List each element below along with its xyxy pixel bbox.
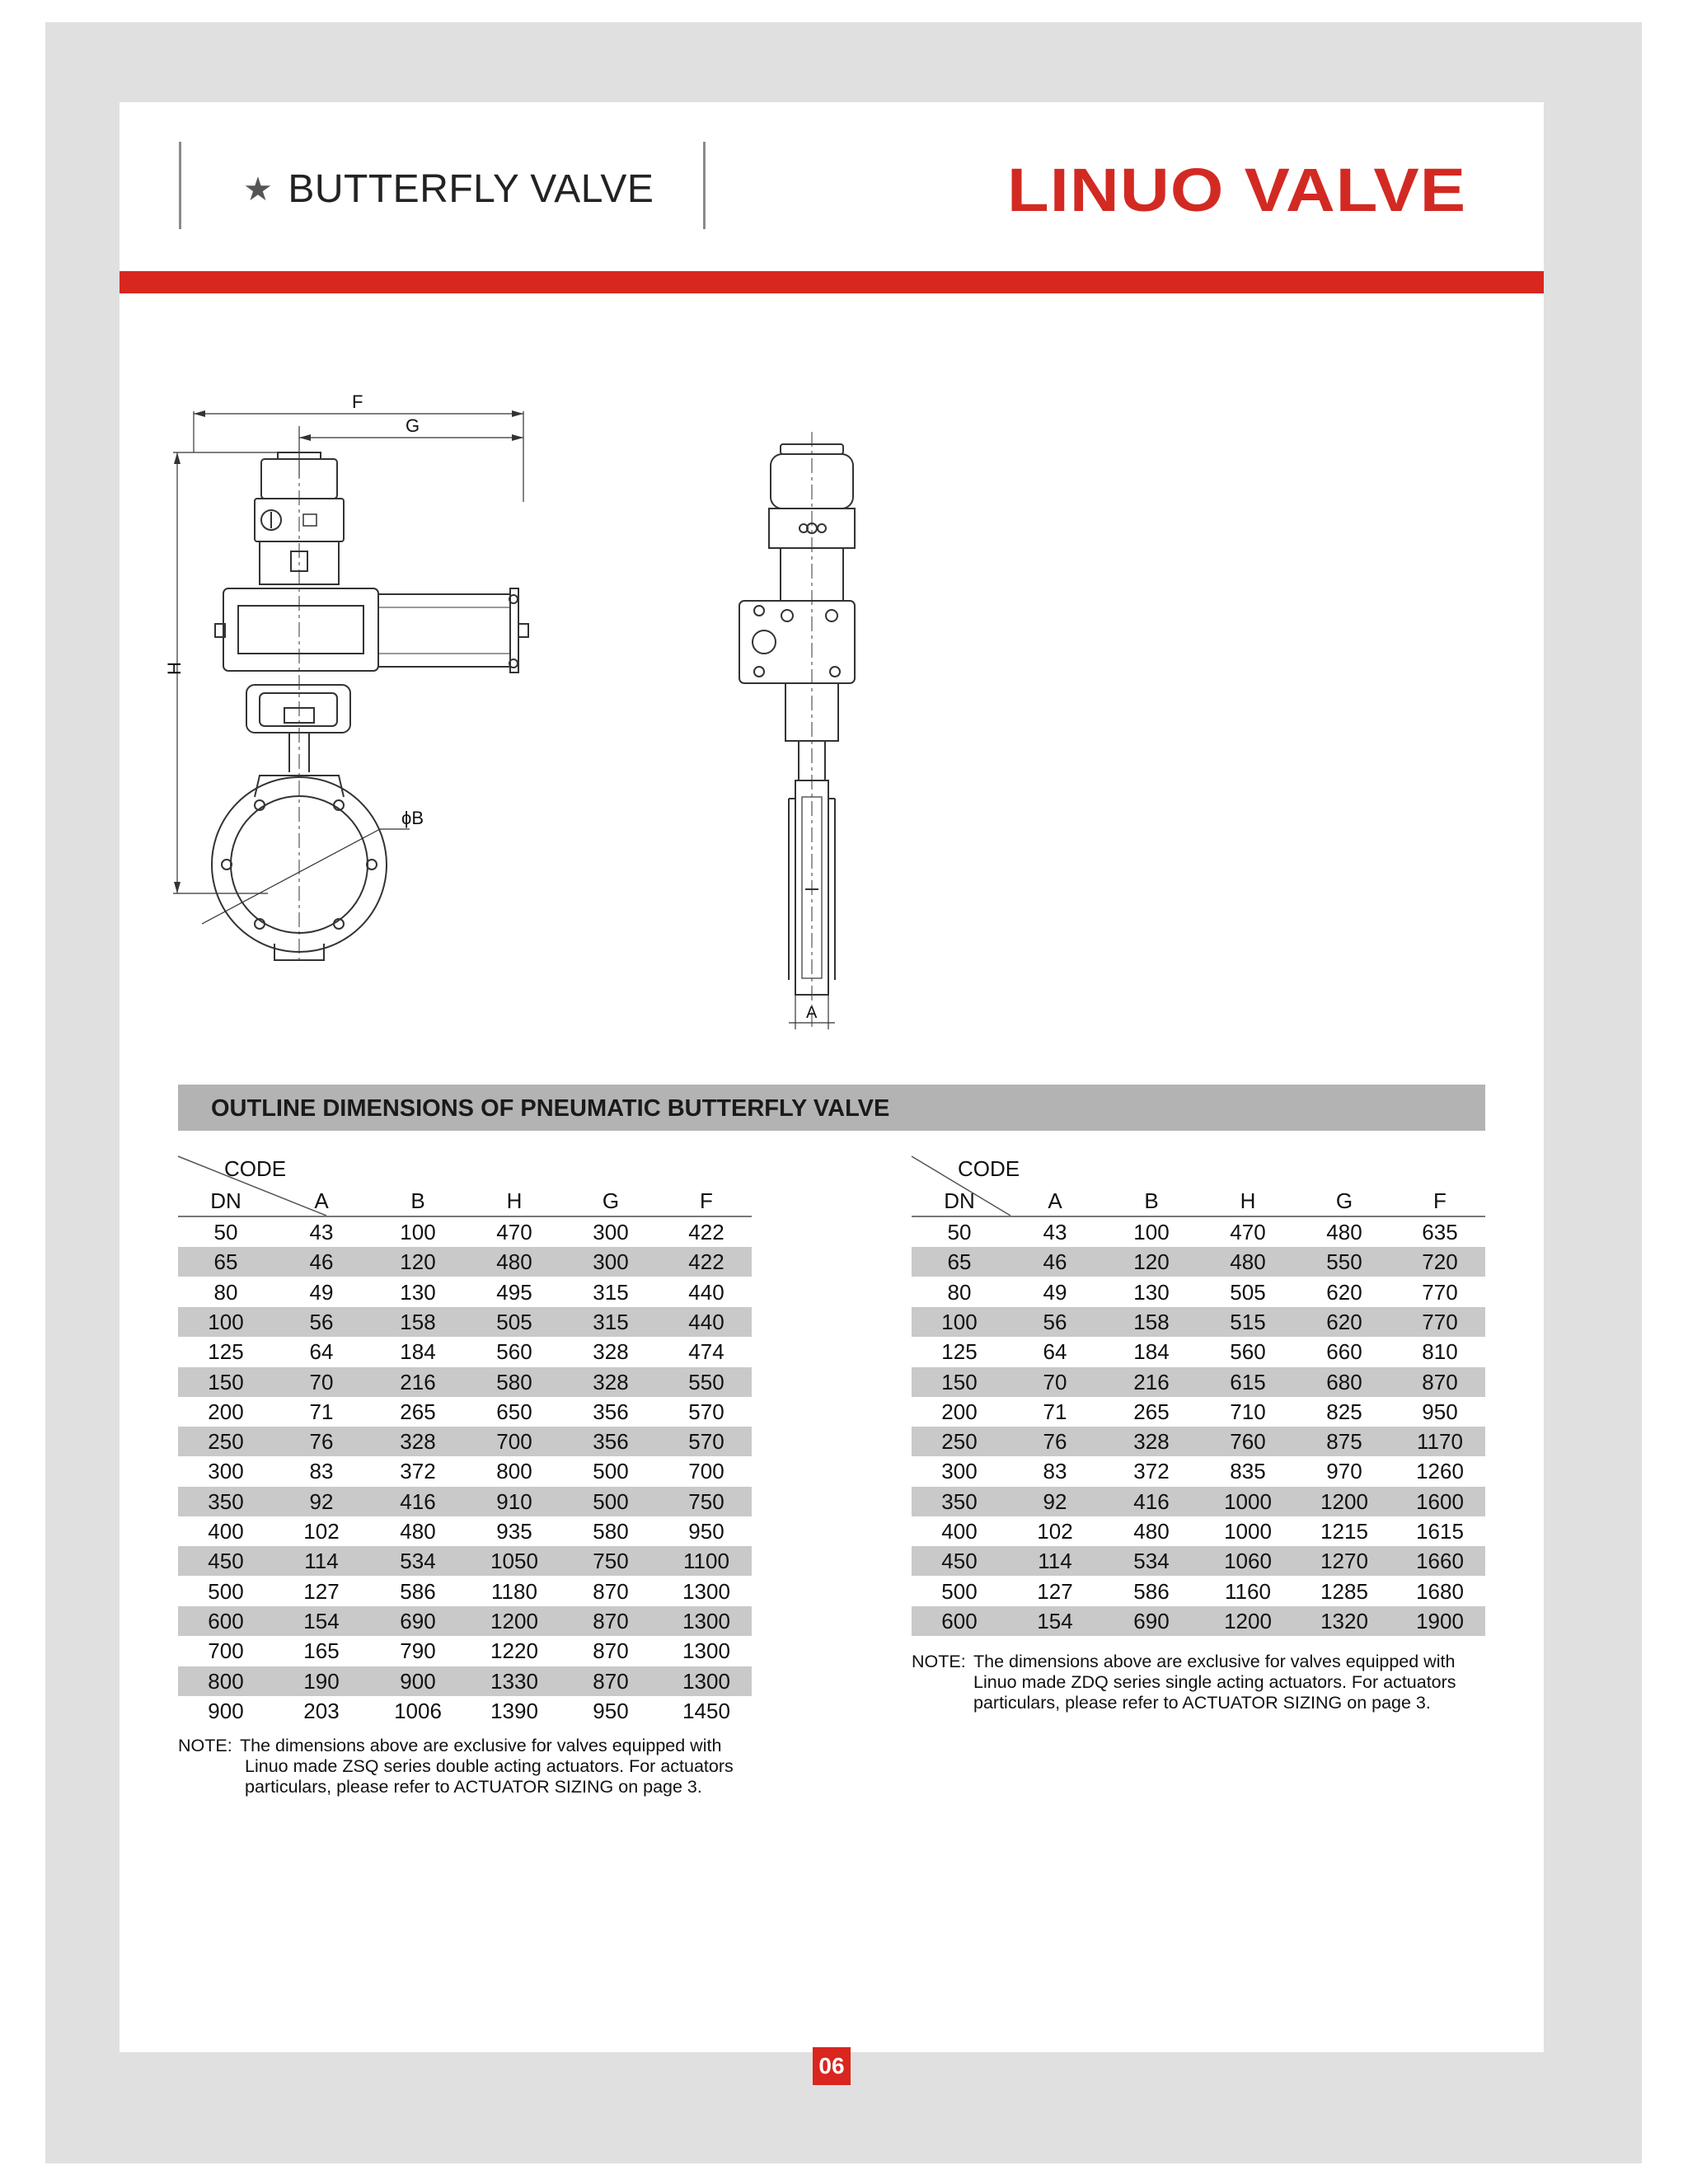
table-cell: 534 [1133, 1549, 1170, 1574]
table-cell: 71 [309, 1399, 334, 1424]
table-cell: 1600 [1416, 1488, 1464, 1514]
table-cell: 474 [688, 1339, 724, 1365]
table-cell: 1170 [1417, 1429, 1463, 1455]
table-cell: 560 [1230, 1339, 1266, 1365]
table-row [178, 1696, 752, 1726]
table-cell: 64 [309, 1339, 334, 1365]
table-cell: 1060 [1224, 1549, 1272, 1574]
table-cell: 700 [688, 1459, 724, 1484]
table-cell: 92 [309, 1488, 334, 1514]
table-cell: 216 [400, 1369, 436, 1394]
table-cell: 150 [208, 1369, 244, 1394]
table-cell: 900 [208, 1698, 244, 1723]
dim-a-label: A [806, 1004, 818, 1022]
page-title [243, 166, 654, 212]
table-cell: 1200 [490, 1608, 538, 1633]
table-cell: 1006 [394, 1698, 442, 1723]
star-icon: ★ [243, 171, 274, 208]
header-divider-right [703, 142, 706, 229]
table-cell: 1160 [1225, 1578, 1271, 1604]
table-cell: 635 [1422, 1220, 1458, 1244]
valve-outline-drawing [164, 387, 911, 1145]
column-header: B [410, 1188, 425, 1213]
table-cell: 495 [496, 1279, 532, 1305]
table-header-row [178, 1186, 752, 1217]
table-row [178, 1577, 752, 1606]
table-cell: 1000 [1224, 1488, 1272, 1514]
table-row [912, 1307, 1485, 1337]
table-cell: 350 [208, 1488, 244, 1514]
table-cell: 422 [688, 1220, 724, 1244]
table-cell: 620 [1326, 1279, 1362, 1305]
table-cell: 70 [309, 1369, 334, 1394]
table-cell: 550 [688, 1369, 724, 1394]
table-cell: 203 [303, 1698, 340, 1723]
table-cell: 328 [400, 1429, 436, 1455]
table-cell: 870 [593, 1578, 629, 1604]
table-cell: 600 [941, 1608, 978, 1633]
note-label: NOTE: [912, 1652, 966, 1671]
table-cell: 534 [400, 1549, 436, 1574]
table-cell: 65 [213, 1249, 238, 1275]
table-cell: 570 [688, 1429, 724, 1455]
table-cell: 950 [1422, 1399, 1458, 1424]
table-cell: 80 [213, 1279, 238, 1305]
table-cell: 1260 [1416, 1459, 1464, 1484]
table-cell: 790 [400, 1638, 436, 1664]
table-cell: 450 [208, 1549, 244, 1574]
table-row [178, 1636, 752, 1666]
column-header: DN [210, 1188, 241, 1213]
table-row [912, 1247, 1485, 1277]
table-cell: 216 [1133, 1369, 1170, 1394]
table-cell: 150 [941, 1369, 978, 1394]
table-cell: 586 [400, 1578, 436, 1604]
table-cell: 550 [1326, 1249, 1362, 1275]
table-cell: 114 [304, 1549, 339, 1574]
table-row [178, 1427, 752, 1456]
table-cell: 680 [1326, 1369, 1362, 1394]
table-cell: 1330 [490, 1668, 538, 1694]
note-label: NOTE: [178, 1736, 232, 1755]
table-cell: 1200 [1224, 1608, 1272, 1633]
table-cell: 165 [303, 1638, 340, 1664]
column-header: A [1048, 1188, 1062, 1213]
table-cell: 43 [1043, 1220, 1067, 1244]
table-cell: 1390 [490, 1698, 538, 1723]
table-cell: 200 [941, 1399, 978, 1424]
section-title: OUTLINE DIMENSIONS OF PNEUMATIC BUTTERFLY VALVE [211, 1095, 890, 1122]
note-line: Linuo made ZSQ series double acting actuators. For actuators [245, 1756, 734, 1776]
table-row [912, 1337, 1485, 1366]
table-cell: 1450 [682, 1698, 730, 1723]
table-cell: 770 [1422, 1279, 1458, 1305]
table-cell: 870 [593, 1638, 629, 1664]
table-cell: 505 [1230, 1279, 1266, 1305]
table-cell: 690 [1133, 1608, 1170, 1633]
table-cell: 760 [1230, 1429, 1266, 1455]
table-cell: 184 [400, 1339, 436, 1365]
table-cell: 1215 [1320, 1519, 1368, 1544]
header-accent-bar [120, 271, 1544, 293]
column-header: F [1433, 1188, 1447, 1213]
column-header: H [506, 1188, 523, 1213]
table-row [912, 1456, 1485, 1486]
table-cell: 950 [688, 1519, 724, 1544]
table-cell: 372 [400, 1459, 436, 1484]
code-header: CODE [224, 1156, 287, 1181]
brand-logo: LINUO VALVE [1007, 156, 1467, 224]
table-cell: 800 [496, 1459, 532, 1484]
table-cell: 500 [593, 1459, 629, 1484]
table-cell: 46 [1043, 1249, 1067, 1275]
table-cell: 870 [593, 1608, 629, 1633]
table-row [178, 1217, 752, 1247]
table-cell: 1300 [682, 1578, 730, 1604]
table-row [178, 1337, 752, 1366]
table-cell: 49 [309, 1279, 334, 1305]
table-cell: 50 [213, 1220, 238, 1244]
table-cell: 300 [593, 1249, 629, 1275]
table-row [178, 1516, 752, 1546]
page-title-text: BUTTERFLY VALVE [288, 167, 654, 211]
page-number: 06 [813, 2047, 851, 2085]
table-row [178, 1367, 752, 1397]
column-header: B [1144, 1188, 1159, 1213]
table-cell: 100 [208, 1309, 244, 1334]
table-cell: 158 [1133, 1309, 1170, 1334]
dim-f-label: F [352, 391, 363, 412]
note-line: particulars, please refer to ACTUATOR SIZING on page 3. [973, 1693, 1431, 1713]
table-cell: 750 [688, 1488, 724, 1514]
table-cell: 580 [496, 1369, 532, 1394]
table-row [178, 1487, 752, 1516]
table-cell: 710 [1230, 1399, 1266, 1424]
table-cell: 480 [1326, 1220, 1362, 1244]
table-cell: 800 [208, 1668, 244, 1694]
table-cell: 910 [496, 1488, 532, 1514]
table-cell: 76 [1043, 1429, 1067, 1455]
dim-h-label: H [164, 662, 185, 675]
table-row [178, 1546, 752, 1576]
table-cell: 870 [593, 1668, 629, 1694]
table-row [912, 1427, 1485, 1456]
table-cell: 440 [688, 1309, 724, 1334]
table-row [912, 1516, 1485, 1546]
column-header: G [602, 1188, 620, 1213]
table-cell: 416 [1133, 1488, 1170, 1514]
table-cell: 1300 [682, 1608, 730, 1633]
table-cell: 43 [309, 1220, 334, 1244]
table-cell: 70 [1043, 1369, 1067, 1394]
table-cell: 810 [1422, 1339, 1458, 1365]
note-line: particulars, please refer to ACTUATOR SIZING on page 3. [245, 1777, 702, 1797]
table-cell: 83 [1043, 1459, 1067, 1484]
table-cell: 480 [400, 1519, 436, 1544]
table-cell: 250 [208, 1429, 244, 1455]
table-cell: 1615 [1416, 1519, 1464, 1544]
table-cell: 450 [941, 1549, 978, 1574]
table-cell: 154 [1037, 1608, 1073, 1633]
table-cell: 422 [688, 1249, 724, 1275]
table-row [912, 1606, 1485, 1636]
table-cell: 200 [208, 1399, 244, 1424]
table-cell: 328 [1133, 1429, 1170, 1455]
table-row [912, 1277, 1485, 1307]
table-cell: 127 [1037, 1578, 1073, 1604]
table-cell: 700 [208, 1638, 244, 1664]
table-cell: 372 [1133, 1459, 1170, 1484]
table-note-zsq [178, 1736, 771, 1802]
table-note-zdq [912, 1652, 1505, 1718]
table-cell: 470 [496, 1220, 532, 1244]
table-row [912, 1577, 1485, 1606]
table-cell: 950 [593, 1698, 629, 1723]
table-cell: 1300 [682, 1668, 730, 1694]
table-cell: 49 [1043, 1279, 1067, 1305]
table-cell: 875 [1326, 1429, 1362, 1455]
table-cell: 100 [400, 1220, 436, 1244]
table-cell: 71 [1043, 1399, 1067, 1424]
dimension-table-zsq [178, 1155, 752, 1732]
table-cell: 416 [400, 1488, 436, 1514]
table-row [178, 1606, 752, 1636]
table-cell: 83 [309, 1459, 334, 1484]
table-cell: 480 [1133, 1519, 1170, 1544]
table-cell: 46 [309, 1249, 334, 1275]
table-cell: 265 [400, 1399, 436, 1424]
dim-g-label: G [406, 415, 420, 436]
table-cell: 1050 [490, 1549, 538, 1574]
table-row [178, 1307, 752, 1337]
table-cell: 650 [496, 1399, 532, 1424]
table-cell: 1900 [1416, 1608, 1464, 1633]
table-cell: 690 [400, 1608, 436, 1633]
table-cell: 120 [1133, 1249, 1170, 1275]
table-cell: 130 [1133, 1279, 1170, 1305]
table-row [912, 1546, 1485, 1576]
table-cell: 700 [496, 1429, 532, 1455]
table-cell: 480 [1230, 1249, 1266, 1275]
column-header: G [1335, 1188, 1353, 1213]
table-cell: 65 [947, 1249, 972, 1275]
table-cell: 300 [941, 1459, 978, 1484]
table-cell: 190 [303, 1668, 340, 1694]
table-row [912, 1397, 1485, 1427]
table-cell: 328 [593, 1369, 629, 1394]
table-cell: 505 [496, 1309, 532, 1334]
table-row [912, 1367, 1485, 1397]
table-cell: 315 [593, 1309, 629, 1334]
table-cell: 870 [1422, 1369, 1458, 1394]
table-cell: 184 [1133, 1339, 1170, 1365]
table-cell: 120 [400, 1249, 436, 1275]
table-cell: 900 [400, 1668, 436, 1694]
table-cell: 480 [496, 1249, 532, 1275]
table-cell: 125 [941, 1339, 978, 1365]
table-cell: 515 [1230, 1309, 1266, 1334]
table-cell: 158 [400, 1309, 436, 1334]
table-cell: 1180 [491, 1578, 537, 1604]
table-cell: 92 [1043, 1488, 1067, 1514]
table-cell: 56 [309, 1309, 334, 1334]
table-cell: 1320 [1320, 1608, 1368, 1633]
table-header-row [912, 1186, 1485, 1217]
table-cell: 586 [1133, 1578, 1170, 1604]
table-cell: 300 [593, 1220, 629, 1244]
section-header [178, 1085, 1485, 1131]
table-cell: 125 [208, 1339, 244, 1365]
table-row [912, 1487, 1485, 1516]
table-row [178, 1247, 752, 1277]
table-cell: 114 [1038, 1549, 1072, 1574]
table-cell: 935 [496, 1519, 532, 1544]
table-cell: 835 [1230, 1459, 1266, 1484]
table-cell: 1300 [682, 1638, 730, 1664]
table-cell: 400 [941, 1519, 978, 1544]
note-line: Linuo made ZDQ series single acting actuators. For actuators [973, 1672, 1456, 1692]
table-cell: 750 [593, 1549, 629, 1574]
table-cell: 265 [1133, 1399, 1170, 1424]
table-cell: 328 [593, 1339, 629, 1365]
table-cell: 102 [1037, 1519, 1073, 1544]
table-cell: 1285 [1320, 1578, 1368, 1604]
table-cell: 620 [1326, 1309, 1362, 1334]
table-cell: 570 [688, 1399, 724, 1424]
table-row [912, 1217, 1485, 1247]
note-line: The dimensions above are exclusive for valves equipped with [240, 1736, 722, 1755]
table-cell: 970 [1326, 1459, 1362, 1484]
column-header: DN [944, 1188, 975, 1213]
column-header: H [1240, 1188, 1256, 1213]
table-cell: 102 [303, 1519, 340, 1544]
table-cell: 500 [593, 1488, 629, 1514]
table-cell: 50 [947, 1220, 972, 1244]
table-cell: 600 [208, 1608, 244, 1633]
table-cell: 64 [1043, 1339, 1067, 1365]
code-header: CODE [958, 1156, 1020, 1181]
table-cell: 660 [1326, 1339, 1362, 1365]
table-row [178, 1397, 752, 1427]
table-cell: 1220 [490, 1638, 538, 1664]
table-cell: 356 [593, 1429, 629, 1455]
note-line: The dimensions above are exclusive for valves equipped with [973, 1652, 1456, 1671]
table-cell: 580 [593, 1519, 629, 1544]
table-cell: 1100 [683, 1549, 729, 1574]
table-cell: 127 [303, 1578, 340, 1604]
page-sheet [120, 102, 1544, 2052]
table-cell: 500 [208, 1578, 244, 1604]
table-cell: 440 [688, 1279, 724, 1305]
table-cell: 1660 [1416, 1549, 1464, 1574]
table-cell: 1270 [1320, 1549, 1368, 1574]
dimension-table-zdq [912, 1155, 1485, 1649]
table-row [178, 1666, 752, 1696]
table-cell: 500 [941, 1578, 978, 1604]
table-cell: 615 [1230, 1369, 1266, 1394]
table-cell: 154 [303, 1608, 340, 1633]
table-row [178, 1456, 752, 1486]
table-cell: 560 [496, 1339, 532, 1365]
dim-b-label: ϕB [401, 808, 424, 828]
table-row [178, 1277, 752, 1307]
table-cell: 825 [1326, 1399, 1362, 1424]
table-cell: 1000 [1224, 1519, 1272, 1544]
table-cell: 356 [593, 1399, 629, 1424]
table-cell: 76 [309, 1429, 334, 1455]
table-cell: 400 [208, 1519, 244, 1544]
table-cell: 130 [400, 1279, 436, 1305]
table-cell: 470 [1230, 1220, 1266, 1244]
column-header: A [314, 1188, 329, 1213]
table-cell: 315 [593, 1279, 629, 1305]
table-cell: 1680 [1416, 1578, 1464, 1604]
table-cell: 100 [1133, 1220, 1170, 1244]
table-cell: 250 [941, 1429, 978, 1455]
table-cell: 100 [941, 1309, 978, 1334]
table-cell: 350 [941, 1488, 978, 1514]
table-cell: 80 [947, 1279, 972, 1305]
table-cell: 56 [1043, 1309, 1067, 1334]
table-cell: 1200 [1320, 1488, 1368, 1514]
header-divider-left [179, 142, 181, 229]
table-cell: 720 [1422, 1249, 1458, 1275]
table-cell: 770 [1422, 1309, 1458, 1334]
table-cell: 300 [208, 1459, 244, 1484]
column-header: F [700, 1188, 713, 1213]
